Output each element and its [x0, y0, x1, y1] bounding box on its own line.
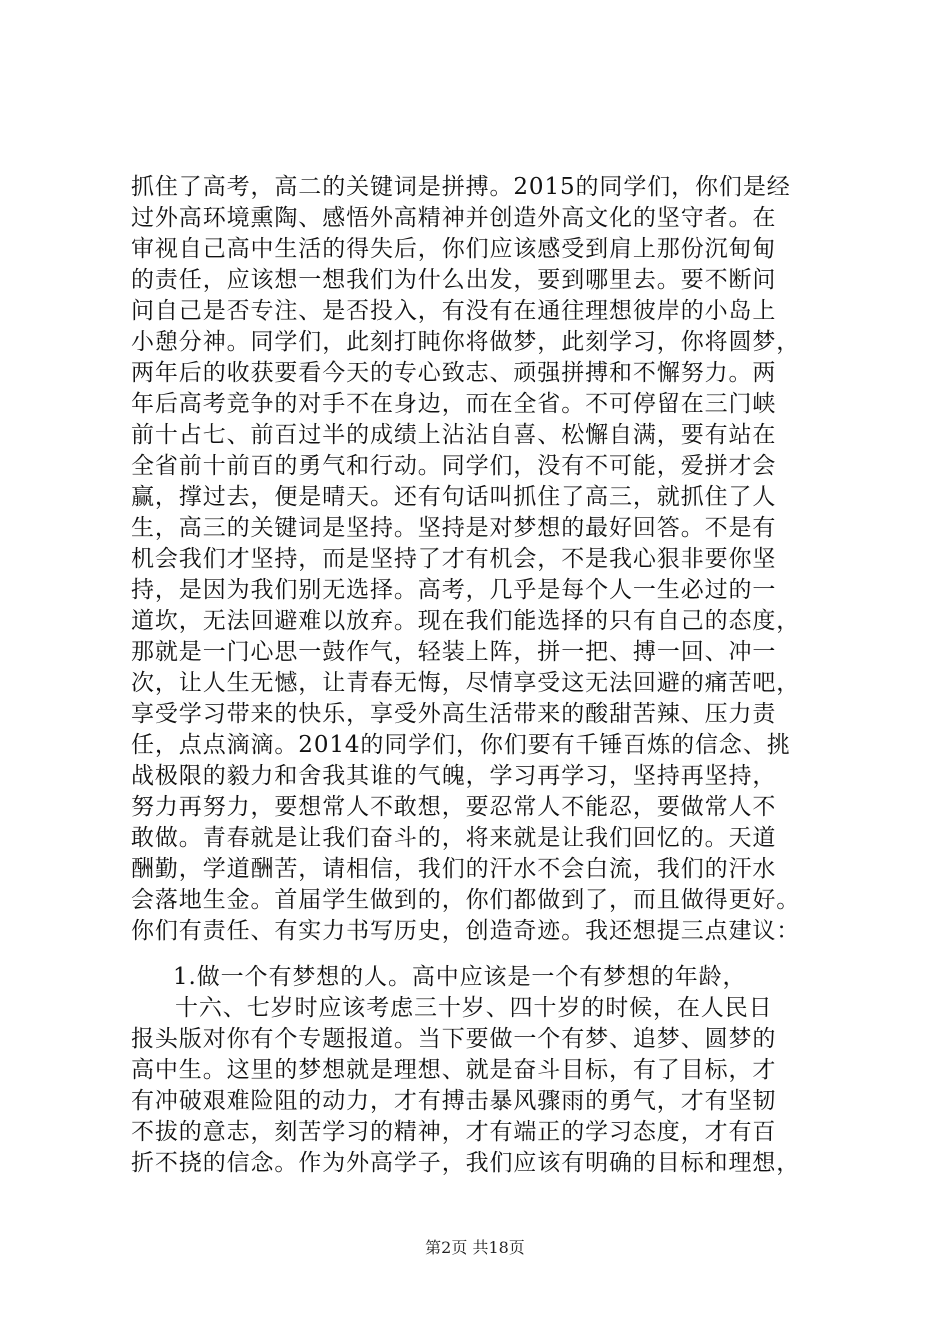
text-line: 的责任，应该想一想我们为什么出发，要到哪里去。要不断问 [131, 267, 777, 293]
text-line: 折不挠的信念。作为外高学子，我们应该有明确的目标和理想， [131, 1150, 801, 1176]
text-line: 会落地生金。首届学生做到的，你们都做到了，而且做得更好。 [131, 887, 801, 913]
page-number-footer: 第2页 共18页 [425, 1238, 525, 1257]
text-line: 抓住了高考，高二的关键词是拼搏。2015的同学们，你们是经 [131, 174, 791, 200]
text-line: 全省前十前百的勇气和行动。同学们，没有不可能，爱拼才会 [131, 453, 777, 479]
text-line: 持，是因为我们别无选择。高考，几乎是每个人一生必过的一 [131, 577, 777, 603]
text-line: 享受学习带来的快乐，享受外高生活带来的酸甜苦辣、压力责 [131, 701, 777, 727]
text-line: 两年后的收获要看今天的专心致志、顽强拼搏和不懈努力。两 [131, 360, 777, 386]
text-line: 次，让人生无憾，让青春无悔，尽情享受这无法回避的痛苦吧， [131, 670, 801, 696]
text-line: 不拔的意志，刻苦学习的精神，才有端正的学习态度，才有百 [131, 1119, 777, 1145]
text-line: 小憩分神。同学们，此刻打盹你将做梦，此刻学习，你将圆梦， [131, 329, 801, 355]
text-line: 道坎，无法回避难以放弃。现在我们能选择的只有自己的态度， [131, 608, 801, 634]
suggestion-heading-line: 1.做一个有梦想的人。高中应该是一个有梦想的年龄， [173, 964, 747, 990]
text-line: 赢，撑过去，便是晴天。还有句话叫抓住了高三，就抓住了人 [131, 484, 777, 510]
text-line: 战极限的毅力和舍我其谁的气魄，学习再学习，坚持再坚持， [131, 763, 777, 789]
text-line: 生，高三的关键词是坚持。坚持是对梦想的最好回答。不是有 [131, 515, 777, 541]
text-line: 你们有责任、有实力书写历史，创造奇迹。我还想提三点建议： [131, 918, 801, 944]
text-line: 前十占七、前百过半的成绩上沾沾自喜、松懈自满，要有站在 [131, 422, 777, 448]
text-line: 审视自己高中生活的得失后，你们应该感受到肩上那份沉甸甸 [131, 236, 777, 262]
text-line: 年后高考竞争的对手不在身边，而在全省。不可停留在三门峡 [131, 391, 777, 417]
text-line: 报头版对你有个专题报道。当下要做一个有梦、追梦、圆梦的 [131, 1026, 777, 1052]
text-line: 问自己是否专注、是否投入，有没有在通往理想彼岸的小岛上 [131, 298, 777, 324]
text-line: 酬勤，学道酬苦，请相信，我们的汗水不会白流，我们的汗水 [131, 856, 777, 882]
text-line: 机会我们才坚持，而是坚持了才有机会，不是我心狠非要你坚 [131, 546, 777, 572]
text-line: 那就是一门心思一鼓作气，轻装上阵，拼一把、搏一回、冲一 [131, 639, 777, 665]
text-line: 任，点点滴滴。2014的同学们，你们要有千锤百炼的信念、挑 [131, 732, 791, 758]
text-line: 过外高环境熏陶、感悟外高精神并创造外高文化的坚守者。在 [131, 205, 777, 231]
text-line: 敢做。青春就是让我们奋斗的，将来就是让我们回忆的。天道 [131, 825, 777, 851]
text-line: 努力再努力，要想常人不敢想，要忍常人不能忍，要做常人不 [131, 794, 777, 820]
text-line: 有冲破艰难险阻的动力，才有搏击暴风骤雨的勇气，才有坚韧 [131, 1088, 777, 1114]
text-line: 十六、七岁时应该考虑三十岁、四十岁的时候，在人民日 [175, 995, 773, 1021]
numbered-suggestion-paragraph [131, 962, 851, 1179]
body-paragraph [131, 172, 851, 947]
text-line: 高中生。这里的梦想就是理想、就是奋斗目标，有了目标，才 [131, 1057, 777, 1083]
